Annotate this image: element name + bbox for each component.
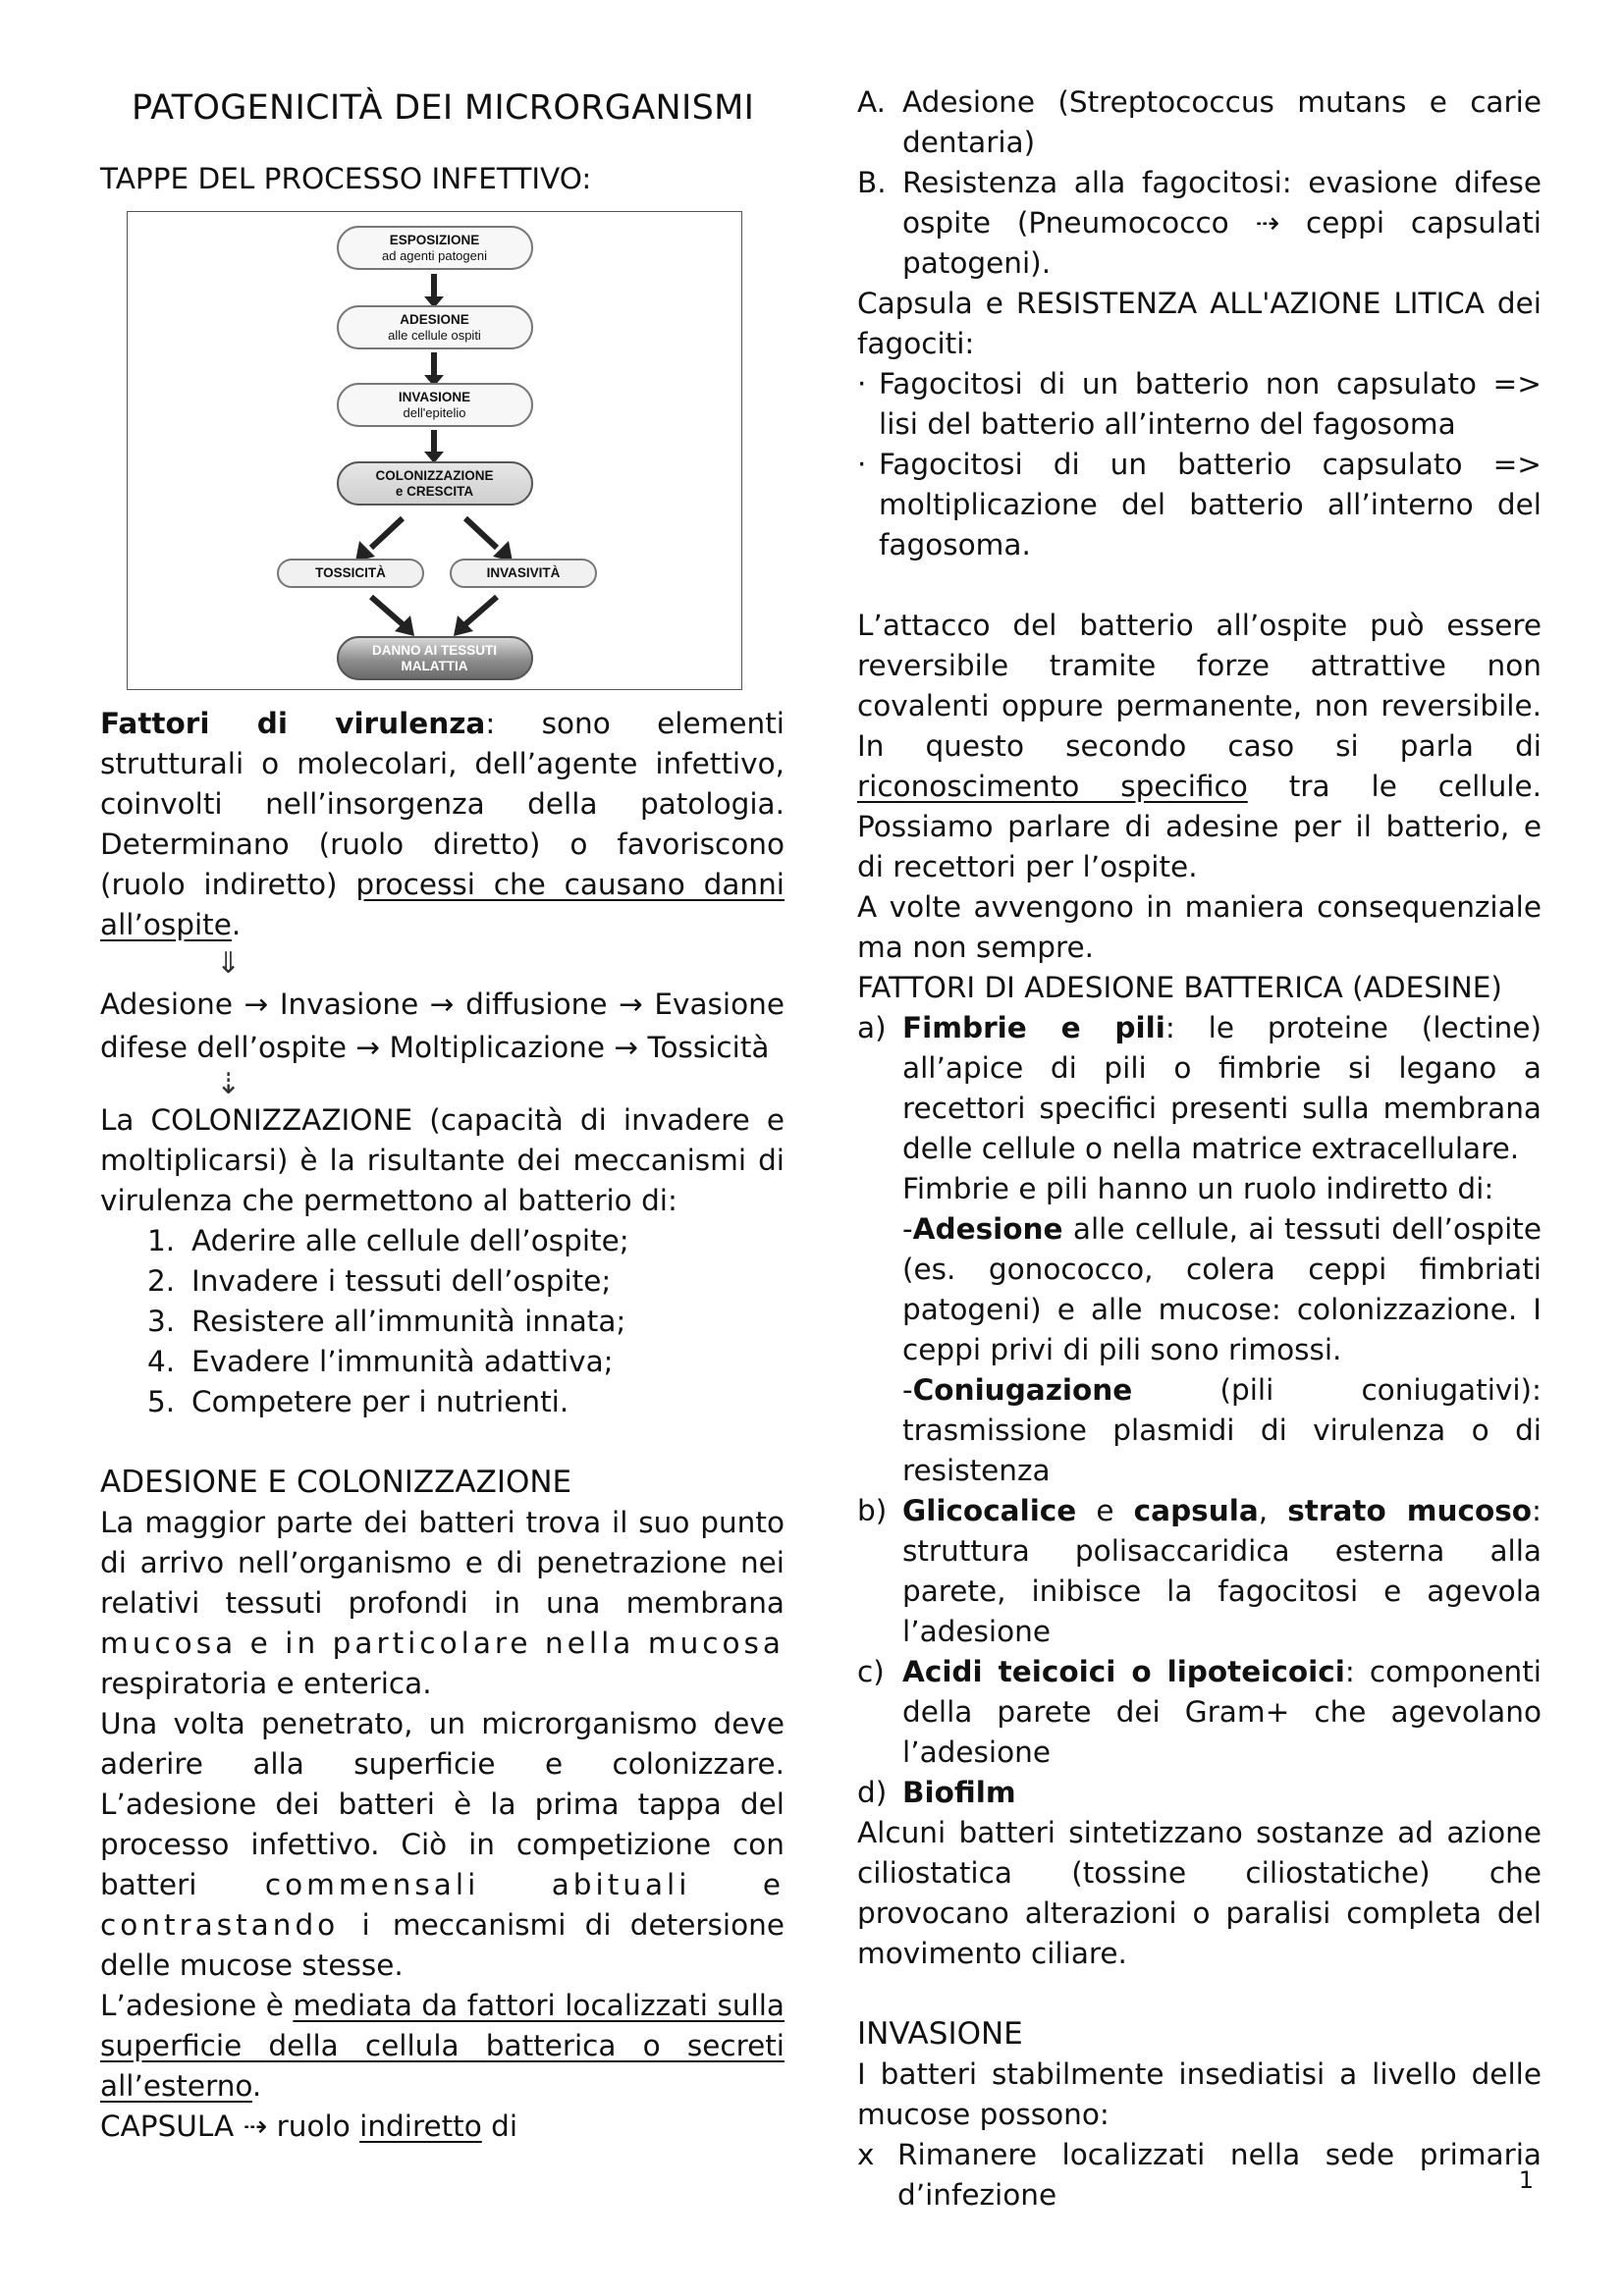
factor-c	[857, 1652, 1542, 1773]
factor-a-letter: a)	[857, 1011, 887, 1044]
capsula-role-marker: A.	[857, 85, 887, 119]
factor-a-sub3-term: Coniugazione	[912, 1373, 1133, 1407]
phagocytosis-text: Fagocitosi di un batterio non capsulato => lisi del batterio all’interno del fagosoma	[879, 367, 1542, 441]
colonization-step-item	[100, 1302, 785, 1342]
diagram-arrows	[128, 212, 741, 689]
factor-b-term1: Glicocalice	[902, 1494, 1077, 1527]
factor-a-sub2-text: alle cellule, ai tessuti dell’ospite (es. gonococco, colera ceppi fimbriati patogeni) e alle mucose: colonizzazione. I ceppi privi di pili sono rimossi.	[902, 1212, 1542, 1366]
attacco-b: tra le cellule. Possiamo parlare di adesine per il batterio, e di recettori per l’ospite.	[857, 770, 1542, 883]
capsula-role-text: Adesione (Streptococcus mutans e carie dentaria)	[902, 85, 1542, 159]
factor-a-sub3	[902, 1370, 1542, 1491]
colonization-numbered-list	[100, 1221, 785, 1422]
colonization-step-marker: 3.	[147, 1305, 176, 1338]
phagocytosis-item	[857, 364, 1542, 445]
factor-d-term: Biofilm	[902, 1776, 1016, 1809]
stage-exposure-sub: ad agenti patogeni	[382, 248, 487, 263]
adesione-p3-underlined: mediata da fattori localizzati sulla superficie della cellula batterica o secreti all’esterno	[100, 1989, 785, 2103]
factor-c-term: Acidi teicoici o lipoteicoici	[902, 1655, 1345, 1688]
stage-damage-sub: MALATTIA	[401, 659, 468, 673]
invasione-text: I batteri stabilmente insediatisi a livello delle mucose possono:	[857, 2057, 1542, 2131]
colonization-step-text: Resistere all’immunità innata;	[191, 1305, 626, 1338]
double-down-arrow: ⇓	[216, 946, 242, 981]
colonization-step-item	[100, 1382, 785, 1422]
factor-a-term: Fimbrie e pili	[902, 1011, 1165, 1044]
adesione-paragraph-1	[100, 1503, 785, 1704]
stage-adhesion-label: ADESIONE	[400, 312, 469, 327]
colonization-step-text: Evadere l’immunità adattiva;	[191, 1345, 614, 1378]
stage-exposure-label: ESPOSIZIONE	[389, 233, 480, 247]
adesione-p1a: La maggior parte dei batteri trova il suo punto di arrivo nell’organismo e di penetrazione nei relativi tessuti profondi in una membrana	[100, 1506, 785, 1620]
factor-d	[857, 1773, 1542, 1813]
adesione-p1c: respiratoria e enterica.	[100, 1667, 432, 1700]
colonization-step-text: Competere per i nutrienti.	[191, 1385, 569, 1418]
factor-c-text: : componenti della parete dei Gram+ che agevolano l’adesione	[902, 1655, 1542, 1769]
stage-invasion-sub: dell'epitelio	[403, 405, 466, 420]
invasione-option-item	[857, 2135, 1542, 2216]
colonization-step-text: Invadere i tessuti dell’ospite;	[191, 1264, 612, 1298]
colonization-step-marker: 5.	[147, 1385, 176, 1418]
phagocytosis-list	[857, 364, 1542, 565]
adesione-p2a: Una volta penetrato, un microrganismo deve aderire alla superficie e colonizzare. L’adesione dei batteri è la prima tappa del processo infettivo. Ciò in competizione con batteri	[100, 1707, 785, 1901]
invasione-option-marker: x	[857, 2138, 875, 2171]
capsula-role-item	[857, 163, 1542, 284]
factor-a	[857, 1008, 1542, 1491]
stage-toxicity: TOSSICITÀ	[277, 559, 424, 588]
virulence-sequence: Adesione → Invasione → diffusione → Evasione difese dell’ospite → Moltiplicazione → Tossicità	[100, 988, 785, 1064]
virulence-paragraph	[100, 704, 785, 945]
adesione-p1b: mucosa e in particolare nella mucosa	[100, 1627, 785, 1660]
ciliostatic-paragraph: Alcuni batteri sintetizzano sostanze ad azione ciliostatica (tossine ciliostatiche) che provocano alterazioni o paralisi completa del movimento ciliare.	[857, 1816, 1542, 1970]
avvengono-paragraph: A volte avvengono in maniera consequenziale ma non sempre.	[857, 890, 1542, 964]
virulence-underlined: processi che causano danni all’ospite	[100, 868, 785, 941]
invasione-options-list	[857, 2135, 1542, 2216]
stage-adhesion-sub: alle cellule ospiti	[388, 328, 481, 343]
colonization-step-marker: 2.	[147, 1264, 176, 1298]
stage-colonization-label: COLONIZZAZIONE	[375, 468, 494, 483]
phagocytosis-item	[857, 445, 1542, 565]
colonization-intro: La COLONIZZAZIONE (capacità di invadere e moltiplicarsi) è la risultante dei meccanismi di virulenza che permettono al batterio di:	[100, 1103, 785, 1217]
factor-d-letter: d)	[857, 1776, 888, 1809]
adesione-p3a: L’adesione è	[100, 1989, 294, 2022]
stage-invasion	[337, 383, 533, 427]
factor-c-letter: c)	[857, 1655, 885, 1688]
stage-invasiveness: INVASIVITÀ	[450, 559, 597, 588]
factor-a-sub1: Fimbrie e pili hanno un ruolo indiretto di:	[902, 1172, 1494, 1205]
virulence-text-2: .	[231, 908, 242, 941]
stage-adhesion	[337, 305, 533, 349]
adhesion-factors-list	[857, 1008, 1542, 1813]
factor-b-term3: strato mucoso	[1287, 1494, 1533, 1527]
colonization-step-item	[100, 1342, 785, 1382]
page-title: PATOGENICITÀ DEI MICRORGANISMI	[132, 88, 755, 128]
colonization-step-item	[100, 1261, 785, 1302]
capsula-role-text: Resistenza alla fagocitosi: evasione difese ospite (Pneumococco ⇢ ceppi capsulati patogeni).	[902, 166, 1542, 280]
colonization-step-item	[100, 1221, 785, 1261]
factor-a-sub2	[902, 1209, 1542, 1370]
invasione-heading: INVASIONE	[857, 2016, 1023, 2052]
adesione-heading: ADESIONE E COLONIZZAZIONE	[100, 1465, 572, 1500]
capsula-underlined: indiretto	[359, 2109, 482, 2143]
factor-a-text: : le proteine (lectine) all’apice di pili o fimbrie si legano a recettori specifici presenti sulla membrana delle cellule o nella matrice extracellulare.	[902, 1011, 1542, 1165]
adesione-p2b: commensali abituali e contrastando i	[100, 1868, 785, 1942]
attacco-a: L’attacco del batterio all’ospite può essere reversibile tramite forze attrattive non covalenti oppure permanente, non reversibile. In questo secondo caso si parla di	[857, 609, 1542, 763]
phagocytosis-marker: ·	[857, 448, 867, 481]
factor-a-sub2-dash: -	[902, 1212, 913, 1246]
attacco-paragraph	[857, 606, 1542, 887]
phagocytosis-marker: ·	[857, 367, 867, 400]
capsula-role-marker: B.	[857, 166, 887, 199]
factor-a-sub2-term: Adesione	[912, 1212, 1063, 1246]
dotted-down-arrow: ⇣	[216, 1067, 242, 1101]
tappe-heading: TAPPE DEL PROCESSO INFETTIVO:	[100, 162, 592, 195]
stage-damage	[337, 636, 533, 680]
virulence-text-1: : sono elementi strutturali o molecolari, dell’agente infettivo, coinvolti nell’insorgenza della patologia. Determinano (ruolo diretto) o favoriscono (ruolo indiretto)	[100, 707, 785, 901]
factor-b-and: e	[1076, 1494, 1134, 1527]
page-number: 1	[1518, 2166, 1534, 2194]
left-column	[100, 80, 785, 2147]
adesione-paragraph-2	[100, 1704, 785, 1986]
arrow-to-invasiveness	[465, 518, 497, 548]
capsula-resistance-heading: Capsula e RESISTENZA ALL'AZIONE LITICA dei fagociti:	[857, 287, 1542, 360]
stage-colonization	[337, 461, 533, 506]
colonization-step-text: Aderire alle cellule dell’ospite;	[191, 1224, 629, 1257]
stage-exposure	[337, 226, 533, 270]
invasione-option-text: Rimanere localizzati nella sede primaria d’infezione	[897, 2138, 1542, 2212]
colonization-step-marker: 4.	[147, 1345, 176, 1378]
stage-damage-label: DANNO AI TESSUTI	[371, 643, 497, 658]
factor-b-text: : struttura polisaccaridica esterna alla parete, inibisce la fagocitosi e agevola l’adesione	[902, 1494, 1542, 1648]
factor-a-sub3-text: (pili coniugativi): trasmissione plasmidi di virulenza o di resistenza	[902, 1373, 1542, 1487]
stage-invasion-label: INVASIONE	[398, 390, 471, 404]
adesione-p2c: meccanismi di detersione delle mucose stesse.	[100, 1908, 785, 1982]
adesione-paragraph-3	[100, 1986, 785, 2107]
colonization-step-marker: 1.	[147, 1224, 176, 1257]
phagocytosis-text: Fagocitosi di un batterio capsulato => moltiplicazione del batterio all’interno del fagosoma.	[879, 448, 1542, 561]
infection-process-diagram	[127, 211, 742, 690]
arrow-invasiveness-to-damage	[465, 597, 497, 624]
fattori-heading: FATTORI DI ADESIONE BATTERICA (ADESINE)	[857, 971, 1502, 1004]
right-column	[857, 82, 1542, 2216]
capsula-line	[100, 2107, 785, 2147]
factor-a-sub3-dash: -	[902, 1373, 913, 1407]
virulence-term: Fattori di virulenza	[100, 707, 486, 740]
adesione-p3b: .	[251, 2069, 262, 2103]
arrow-to-toxicity	[371, 518, 403, 548]
capsula-roles-list	[857, 82, 1542, 284]
capsula-a: CAPSULA ⇢ ruolo	[100, 2109, 360, 2143]
factor-b-comma: ,	[1258, 1494, 1288, 1527]
factor-b	[857, 1491, 1542, 1652]
stage-colonization-sub: e CRESCITA	[395, 484, 474, 499]
capsula-b: di	[481, 2109, 518, 2143]
attacco-underlined: riconoscimento specifico	[857, 770, 1248, 803]
factor-b-letter: b)	[857, 1494, 888, 1527]
arrow-toxicity-to-damage	[371, 597, 403, 624]
capsula-role-item	[857, 82, 1542, 163]
factor-b-term2: capsula	[1133, 1494, 1259, 1527]
